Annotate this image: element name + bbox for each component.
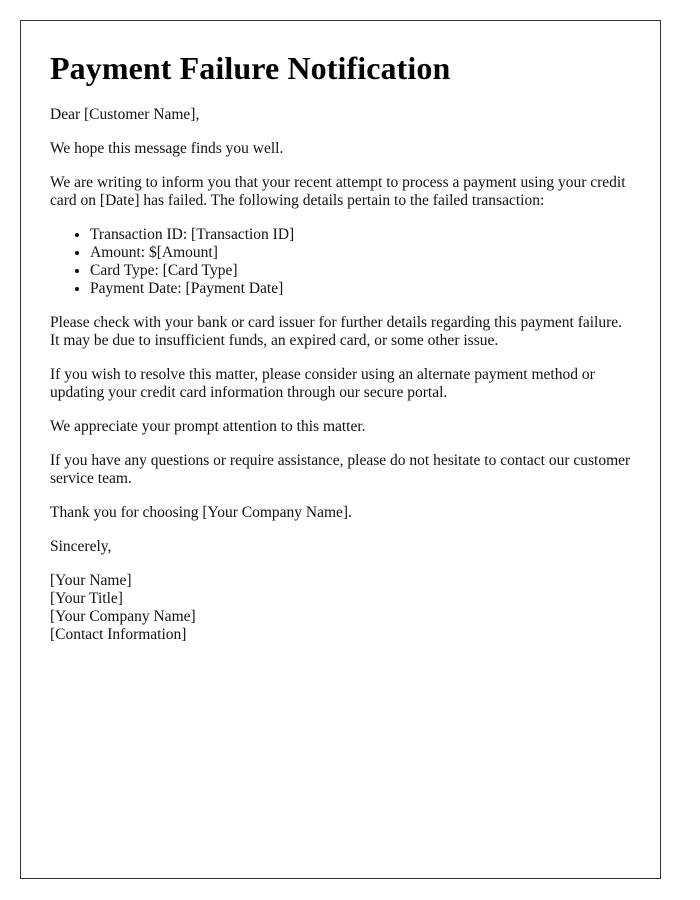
detail-transaction-id: • Transaction ID: [Transaction ID] — [90, 226, 631, 244]
signature-contact: [Contact Information] — [50, 626, 187, 643]
questions-paragraph: If you have any questions or require assistance, please do not hesitate to contact our customer service team. — [50, 452, 631, 487]
greeting-paragraph: We hope this message finds you well. — [50, 140, 284, 157]
transaction-details-list — [50, 226, 631, 298]
signature-company: [Your Company Name] — [50, 608, 196, 625]
closing: Sincerely, — [50, 538, 112, 555]
check-bank-paragraph: Please check with your bank or card issuer for further details regarding this payment failure. It may be due to insufficient funds, an expired card, or some other issue. — [50, 314, 623, 349]
salutation: Dear [Customer Name], — [50, 106, 200, 123]
signature-title: [Your Title] — [50, 590, 123, 607]
resolve-paragraph: If you wish to resolve this matter, please consider using an alternate payment method or updating your credit card information through our secure portal. — [50, 366, 595, 401]
intro-paragraph: We are writing to inform you that your recent attempt to process a payment using your credit card on [Date] has failed. The following details pertain to the failed transaction: — [50, 174, 626, 209]
page-title: Payment Failure Notification — [50, 50, 451, 86]
letter-container — [20, 20, 661, 879]
appreciate-paragraph: We appreciate your prompt attention to this matter. — [50, 418, 366, 435]
signature-name: [Your Name] — [50, 572, 132, 589]
signature-block — [50, 572, 631, 644]
detail-card-type: • Card Type: [Card Type] — [90, 262, 631, 280]
thanks-paragraph: Thank you for choosing [Your Company Name]. — [50, 504, 352, 521]
detail-payment-date: • Payment Date: [Payment Date] — [90, 280, 631, 298]
detail-amount: • Amount: $[Amount] — [90, 244, 631, 262]
